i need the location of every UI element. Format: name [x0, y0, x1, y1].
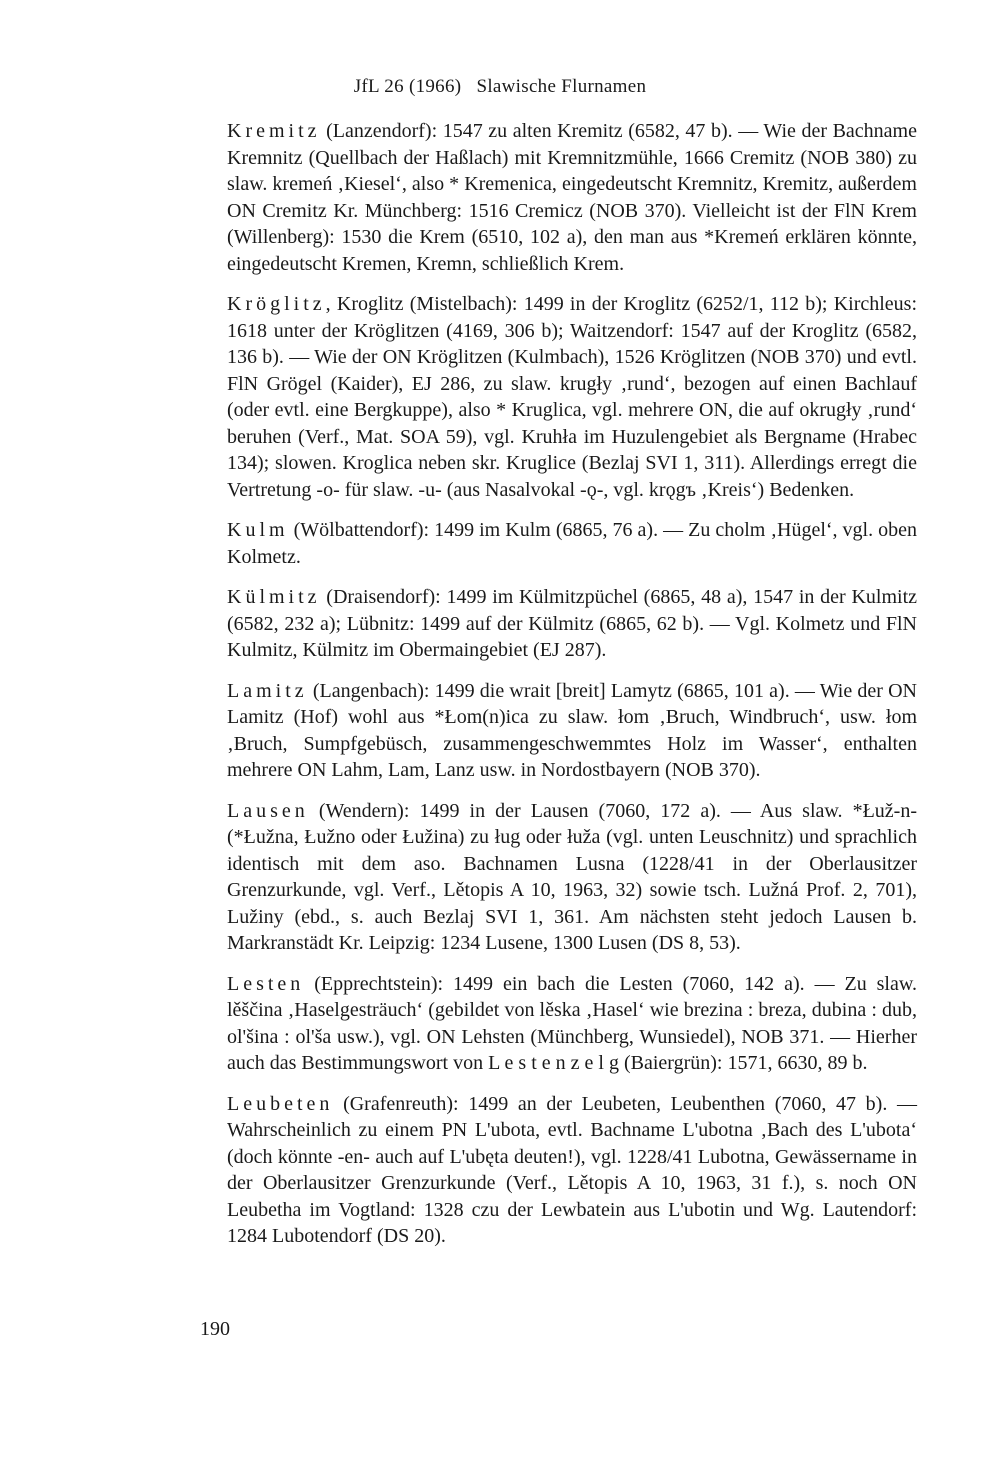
journal-reference: JfL 26 (1966) [353, 76, 462, 97]
page-number: 190 [200, 1318, 230, 1340]
entry-lamitz [227, 678, 917, 784]
entry-text: (Grafenreuth): 1499 an der Leubeten, Leubenthen (7060, 47 b). — Wahrscheinlich zu einem PN L'ubota, evtl. Bachname L'ubotna ‚Bach des L'ubota‘ (doch könnte -en- auch auf L'ubęta deuten!), vgl. 1228/41 Lubotna, Gewässername in der Oberlausitzer Grenzurkunde (Verf., Lětopis A 10, 1963, 31 f.), s. noch ON Leubetha im Vogtland: 1328 czu der Lewbatein aus L'ubotin und Wg. Lautendorf: 1284 Lubotendorf (DS 20). [227, 1092, 917, 1247]
running-head [0, 76, 1000, 98]
entry-lemma: Kremitz [227, 120, 321, 142]
entry-lemma: Lausen [227, 799, 309, 822]
entry-text: , Kroglitz (Mistelbach): 1499 in der Kroglitz (6252/1, 112 b); Kirchleus: 1618 unter der Kröglitzen (4169, 306 b); Waitzendorf: 1547 auf der Kroglitz (6582, 136 b). — Wie der ON Kröglitzen (Kulmbach), 1526 Kröglitzen (NOB 370) und evtl. FlN Grögel (Kaider), EJ 286, zu slaw. krugły ‚rund‘, bezogen auf einen Bachlauf (oder evtl. eine Bergkuppe), also * Kruglica, vgl. mehrere ON, die auf okrugły ‚rund‘ beruhen (Verf., Mat. SOA 59), vgl. Kruhła im Huzulengebiet als Bergname (Hrabec 134); slowen. Kroglica neben skr. Kruglice (Bezlaj SVI 1, 311). Allerdings erregt die Vertretung -o- für slaw. -u- (aus Nasalvokal -ǫ-, vgl. krǫgъ ‚Kreis‘) Bedenken. [227, 293, 917, 501]
body-text [227, 118, 917, 1264]
entry-kremitz [227, 118, 917, 277]
entry-text: (Wölbattendorf): 1499 im Kulm (6865, 76 a). — Zu cholm ‚Hügel‘, vgl. oben Kolmetz. [227, 519, 918, 568]
page-header-title: Slawische Flurnamen [476, 76, 647, 97]
entry-text: (Wendern): 1499 in der Lausen (7060, 172 a). — Aus slaw. *Łuž-n- (*Łužna, Łužno oder Łužina) zu ług oder łuža (vgl. unten Leuschnitz) und sprachlich identisch mit dem aso. Bachnamen Lusna (1228/41 in der Oberlausitzer Grenzurkunde, vgl. Verf., Lětopis A 10, 1963, 32) sowie tsch. Lužná Prof. 2, 701), Lužiny (ebd., s. auch Bezlaj SVI 1, 361. Am nächsten steht jedoch Lausen b. Markranstädt Kr. Leipzig: 1234 Lusene, 1300 Lusen (DS 8, 53). [227, 799, 917, 954]
entry-text: (Draisendorf): 1499 im Külmitzpüchel (6865, 48 a), 1547 in der Kulmitz (6582, 232 a); Lübnitz: 1499 auf der Külmitz (6865, 62 b). — Vgl. Kolmetz und FlN Kulmitz, Külmitz im Obermaingebiet (EJ 287). [227, 586, 917, 661]
entry-text: (Langenbach): 1499 die wrait [breit] Lamytz (6865, 101 a). — Wie der ON Lamitz (Hof) wohl aus *Łom(n)ica zu slaw. łom ‚Bruch, Windbruch‘, usw. łom ‚Bruch, Sumpfgebüsch, zusammengeschwemmtes Holz im Wasser‘, enthalten mehrere ON Lahm, Lam, Lanz usw. in Nordostbayern (NOB 370). [227, 679, 918, 781]
entry-lemma: Leubeten [227, 1092, 334, 1115]
entry-text: (Epprechtstein): 1499 ein bach die Lesten (7060, 142 a). — Zu slaw. lěščina ‚Haselgesträuch‘ (gebildet von lěska ‚Hasel‘ wie brezina : breza, dubina : dub, ol'šina : ol'ša usw.), vgl. ON Lehsten (Münchberg, Wunsiedel), NOB 371. — Hierher auch das Bestimmungswort von L e s t e n z e l g (Baiergrün): 1571, 6630, 89 b. [227, 972, 918, 1074]
entry-lemma: Külmitz [227, 586, 321, 608]
entry-kulm [227, 517, 917, 570]
entry-text: (Lanzendorf): 1547 zu alten Kremitz (6582, 47 b). — Wie der Bachname Kremnitz (Quellbach der Haßlach) mit Kremnitzmühle, 1666 Cremitz (NOB 380) zu slaw. kremeń ‚Kiesel‘, also * Kremenica, eingedeutscht Kremnitz, Kremitz, außerdem ON Cremitz Kr. Münchberg: 1516 Cremicz (NOB 370). Vielleicht ist der FlN Krem (Willenberg): 1530 die Krem (6510, 102 a), den man aus *Kremeń erklären könnte, eingedeutscht Kremen, Kremn, schließlich Krem. [227, 120, 917, 275]
entry-lausen [227, 798, 917, 957]
entry-lemma: Kröglitz [227, 293, 326, 315]
entry-lemma: Lesten [227, 972, 305, 995]
entry-lesten [227, 971, 917, 1077]
entry-kuelmitz [227, 584, 917, 664]
entry-kroeglitz [227, 291, 917, 503]
entry-leubeten [227, 1091, 917, 1250]
entry-lemma: Lamitz [227, 679, 308, 702]
entry-lemma: Kulm [227, 519, 289, 541]
